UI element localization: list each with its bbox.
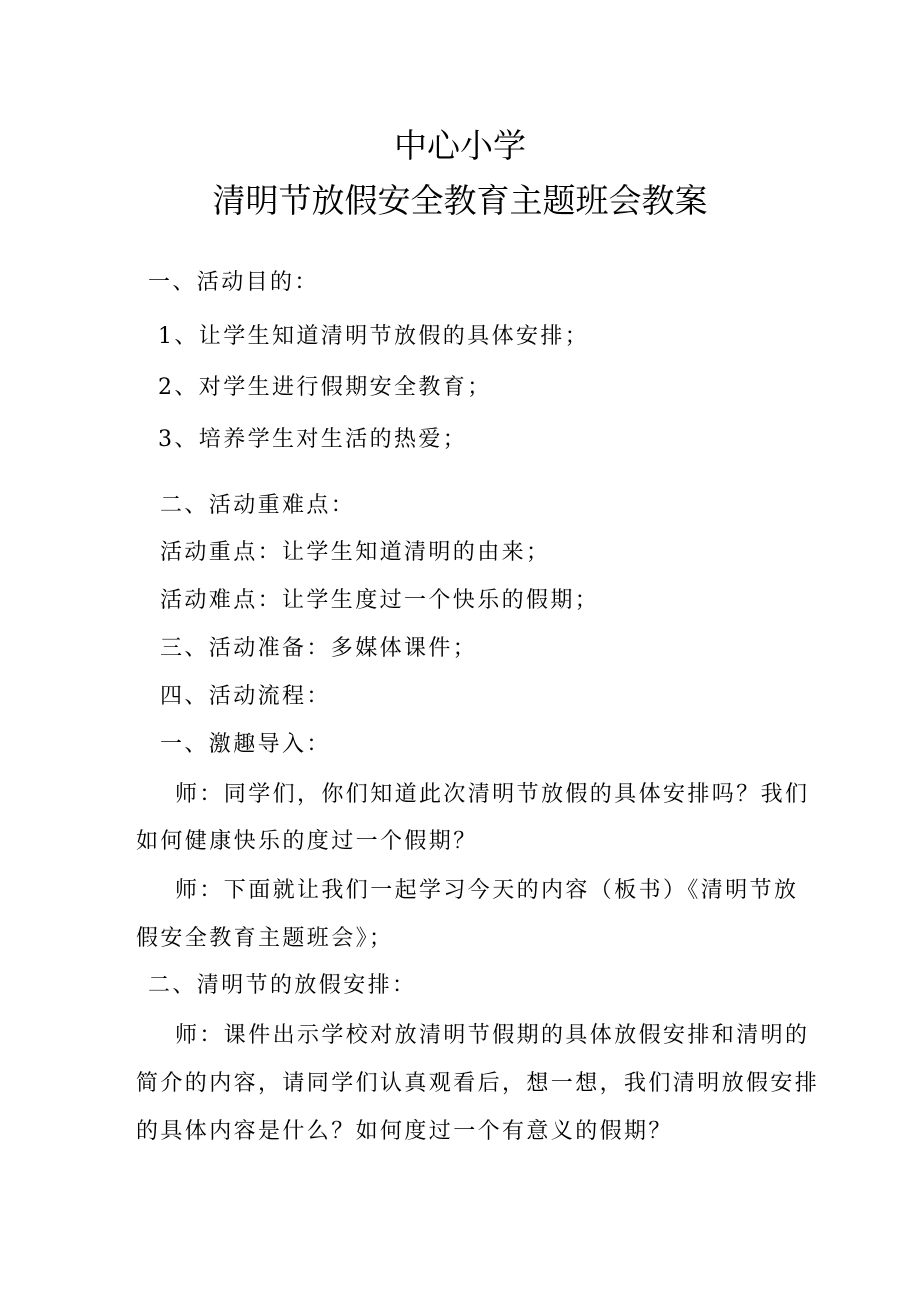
goal-item-1: 1、让学生知道清明节放假的具体安排；: [158, 324, 590, 349]
key-point: 活动重点：让学生知道清明的由来；: [160, 540, 551, 565]
step-heading-schedule: 二、清明节的放假安排：: [148, 973, 417, 998]
paragraph-line: 师：课件出示学校对放清明节假期的具体放假安排和清明的: [175, 1023, 810, 1048]
document-title: 清明节放假安全教育主题班会教案: [212, 181, 708, 220]
paragraph-line: 假安全教育主题班会》；: [136, 926, 394, 951]
section-heading-key-points: 二、活动重难点：: [160, 493, 356, 518]
step-heading-intro: 一、激趣导入：: [160, 732, 331, 757]
paragraph-line: 师：下面就让我们一起学习今天的内容（板书）《清明节放: [175, 878, 799, 903]
section-heading-process: 四、活动流程：: [160, 684, 331, 709]
goal-item-3: 3、培养学生对生活的热爱；: [158, 427, 468, 452]
section-preparation: 三、活动准备：多媒体课件；: [160, 636, 478, 661]
difficult-point: 活动难点：让学生度过一个快乐的假期；: [160, 588, 600, 613]
paragraph-line: 如何健康快乐的度过一个假期？: [136, 829, 478, 854]
paragraph-line: 的具体内容是什么？如何度过一个有意义的假期？: [136, 1119, 673, 1144]
paragraph-line: 简介的内容，请同学们认真观看后，想一想，我们清明放假安排: [136, 1071, 820, 1096]
paragraph-line: 师：同学们，你们知道此次清明节放假的具体安排吗？我们: [175, 782, 810, 807]
goal-item-2: 2、对学生进行假期安全教育；: [158, 375, 492, 400]
section-heading-goals: 一、活动目的：: [148, 270, 319, 295]
school-name: 中心小学: [394, 126, 526, 165]
